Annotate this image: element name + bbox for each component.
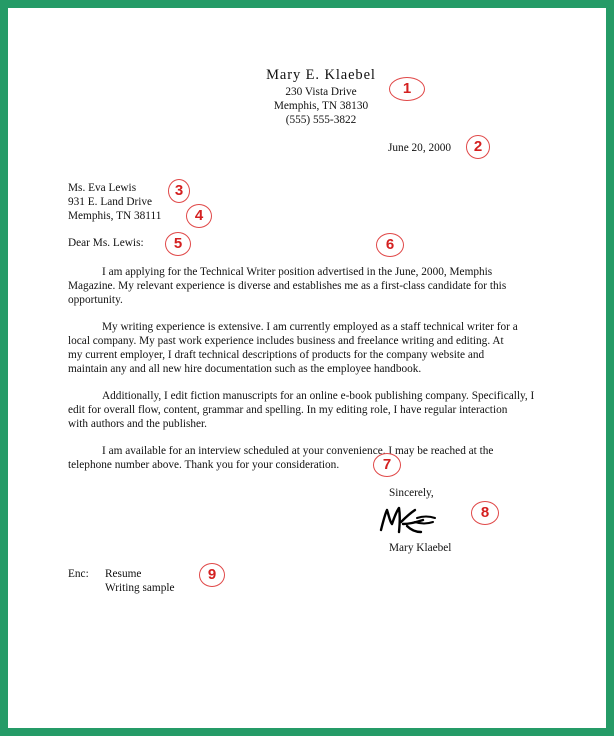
body-line: my current employer, I draft technical descriptions of products for the company website and bbox=[68, 349, 485, 361]
letter-page bbox=[8, 8, 606, 728]
closing: Sincerely, bbox=[389, 487, 434, 499]
annotation-marker-9: 9 bbox=[199, 563, 225, 587]
salutation: Dear Ms. Lewis: bbox=[68, 237, 144, 249]
annotation-marker-6: 6 bbox=[376, 233, 404, 257]
body-line: I am applying for the Technical Writer position advertised in the June, 2000, Memphis bbox=[102, 266, 493, 278]
annotation-marker-7: 7 bbox=[373, 453, 401, 477]
annotation-marker-5: 5 bbox=[165, 232, 191, 256]
enclosure-item: Writing sample bbox=[105, 582, 175, 594]
handwritten-signature bbox=[377, 502, 441, 538]
body-line: My writing experience is extensive. I am currently employed as a staff technical writer for a bbox=[102, 321, 518, 333]
sender-name: Mary E. Klaebel bbox=[266, 67, 376, 83]
annotation-marker-8: 8 bbox=[471, 501, 499, 525]
sender-city: Memphis, TN 38130 bbox=[273, 100, 369, 112]
annotation-marker-1: 1 bbox=[389, 77, 425, 101]
sender-street: 230 Vista Drive bbox=[285, 86, 357, 98]
body-line: maintain any and all new hire documentation such as the employee handbook. bbox=[68, 363, 422, 375]
body-line: telephone number above. Thank you for your consideration. bbox=[68, 459, 340, 471]
body-line: local company. My past work experience includes business and freelance writing and editing. At bbox=[68, 335, 504, 347]
signature-name: Mary Klaebel bbox=[389, 542, 452, 554]
recipient-name: Ms. Eva Lewis bbox=[68, 182, 137, 194]
annotation-marker-4: 4 bbox=[186, 204, 212, 228]
letter-date: June 20, 2000 bbox=[388, 142, 452, 154]
body-line: opportunity. bbox=[68, 294, 123, 306]
body-line: I am available for an interview scheduled at your convenience. I may be reached at the bbox=[102, 445, 494, 457]
annotation-marker-2: 2 bbox=[466, 135, 490, 159]
recipient-street: 931 E. Land Drive bbox=[68, 196, 153, 208]
body-line: with authors and the publisher. bbox=[68, 418, 207, 430]
sender-phone: (555) 555-3822 bbox=[285, 114, 357, 126]
enclosure-label: Enc: bbox=[68, 568, 89, 580]
body-line: Additionally, I edit fiction manuscripts for an online e-book publishing company. Specifically, I bbox=[102, 390, 535, 402]
recipient-city: Memphis, TN 38111 bbox=[68, 210, 162, 222]
annotation-marker-3: 3 bbox=[168, 179, 190, 203]
body-paragraph bbox=[68, 320, 568, 376]
body-paragraph bbox=[68, 444, 568, 472]
enclosure-item: Resume bbox=[105, 568, 142, 580]
body-paragraph bbox=[68, 389, 568, 431]
body-paragraph bbox=[68, 265, 568, 307]
body-line: Magazine. My relevant experience is diverse and establishes me as a first-class candidate for this bbox=[68, 280, 507, 292]
body-line: edit for overall flow, content, grammar and spelling. In my editing role, I have regular interaction bbox=[68, 404, 508, 416]
